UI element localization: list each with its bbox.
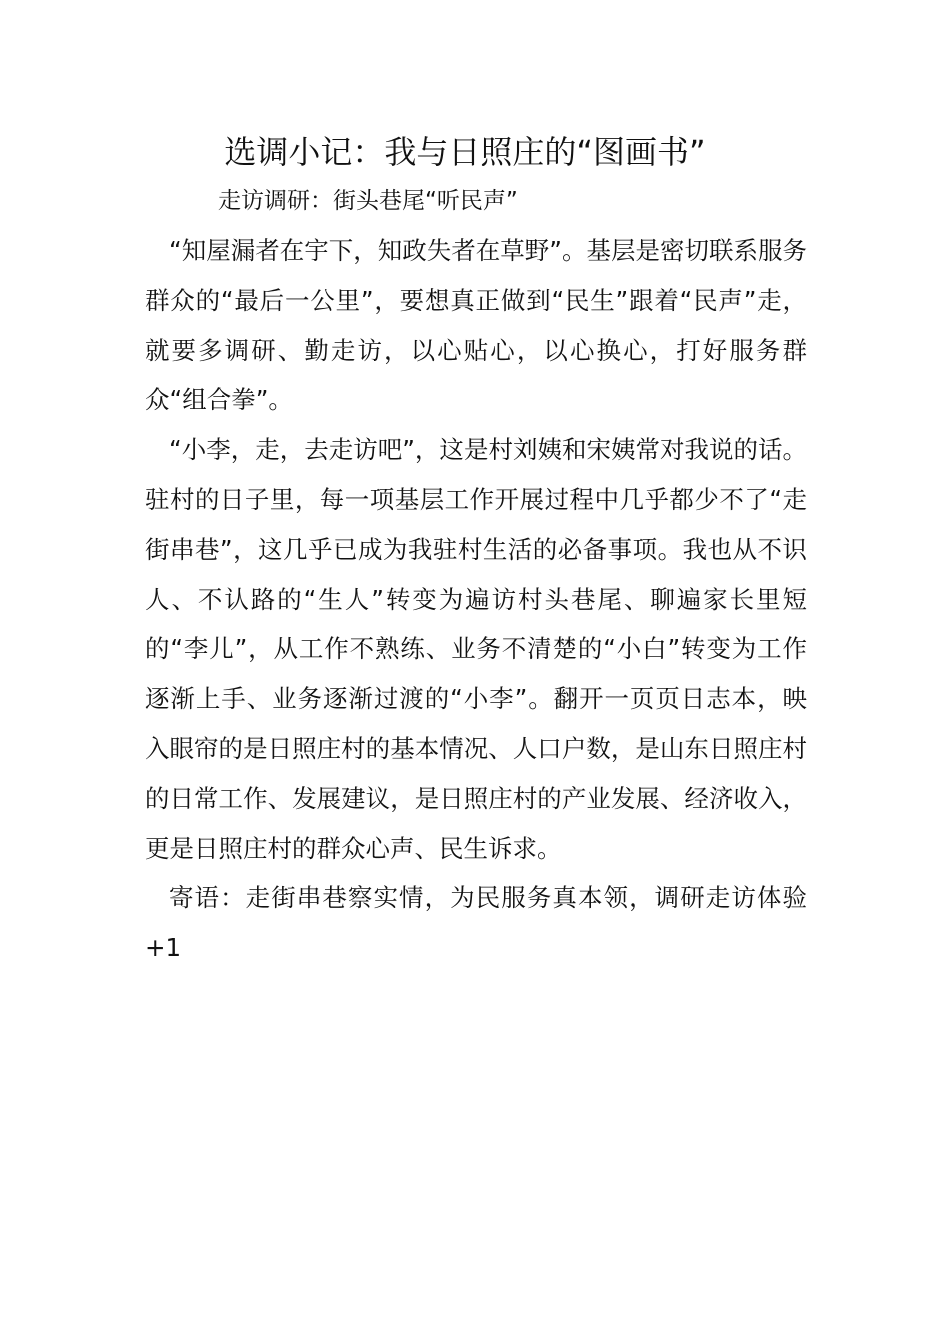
document-subtitle: 走访调研：街头巷尾“听民声” bbox=[218, 188, 518, 214]
paragraph-visits: “小李，走，去走访吧”，这是村刘姨和宋姨常对我说的话。驻村的日子里，每一项基层工作开展过程中几乎都少不了“走街串巷”，这几乎已成为我驻村生活的必备事项。我也从不识人、不认路的“生人”转变为遍访村头巷尾、聊遍家长里短的“李儿”，从工作不熟练、业务不清楚的“小白”转变为工作逐渐上手、业务逐渐过渡的“小李”。翻开一页页日志本，映入眼帘的是日照庄村的基本情况、人口户数，是山东日照庄村的日常工作、发展建议，是日照庄村的产业发展、经济收入，更是日照庄村的群众心声、民生诉求。 bbox=[145, 435, 807, 863]
paragraph-intro: “知屋漏者在宇下，知政失者在草野”。基层是密切联系服务群众的“最后一公里”，要想真正做到“民生”跟着“民声”走，就要多调研、勤走访，以心贴心，以心换心，打好服务群众“组合拳”。 bbox=[145, 236, 807, 415]
document-body bbox=[145, 226, 807, 973]
document-title: 选调小记：我与日照庄的“图画书” bbox=[224, 133, 706, 171]
paragraph-closing: 寄语：走街串巷察实情，为民服务真本领，调研走访体验+1 bbox=[145, 883, 807, 963]
